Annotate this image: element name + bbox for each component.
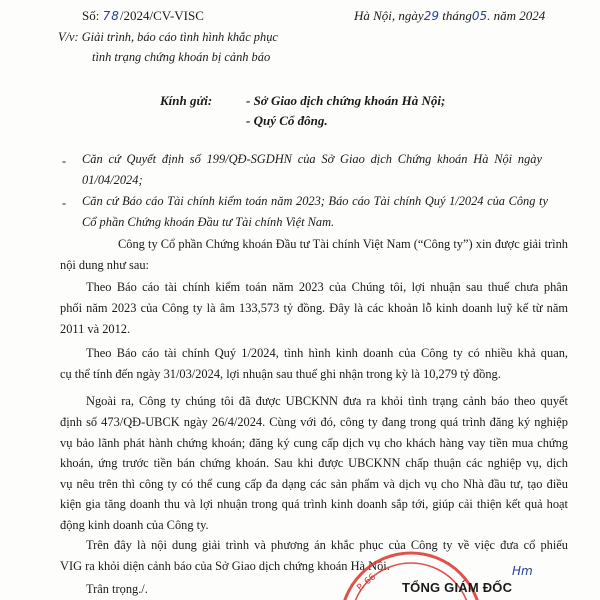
month-handwritten: 05 [471,9,488,23]
paragraph-line: cụ thể tính đến ngày 31/03/2024, lợi nhuận sau thuế ghi nhận trong kỳ là 10,279 tỷ đồng. [60,367,501,381]
basis-line: 01/04/2024; [82,172,143,187]
basis-item [82,191,548,232]
handwritten-signature: Hm [512,564,533,578]
intro-paragraph [118,234,568,255]
signature-title: TỔNG GIÁM ĐỐC [402,580,513,595]
paragraph-line: kiện gia tăng doanh thu và lợi nhuận trong quá trình kinh doanh sắp tới, giúp cải thiện kết quả hoạt [60,497,568,511]
basis-line: Cổ phần Chứng khoán Đầu tư Tài chính Việt Nam. [82,214,335,229]
paragraph-line: động kinh doanh của Công ty. [60,517,209,532]
paragraph-line: 2011 và 2012. [60,321,131,336]
document-number [82,8,204,24]
paragraph-4-first [86,535,568,556]
recipient-item: - Quý Cổ đông. [246,113,328,128]
paragraph-3 [60,412,568,535]
place-date-prefix: Hà Nội, ngày [354,8,424,23]
place-date [354,8,545,24]
paragraph-line: vụ nêu trên thì công ty có thể cung cấp đa dạng các sản phẩm và dịch vụ cho Nhà đầu tư, tạo điều [60,476,568,491]
bullet-dash: - [62,154,67,168]
paragraph-line: vụ bảo lãnh phát hành chứng khoán; đăng ký cung cấp dịch vụ cho khách hàng vay tiền mua chứng [60,435,568,450]
paragraph-line: Ngoài ra, Công ty chúng tôi đã được UBCKNN đưa ra khỏi tình trạng cảnh báo theo quyết [86,394,568,408]
paragraph-line: Công ty Cổ phần Chứng khoán Đầu tư Tài chính Việt Nam (“Công ty”) xin được giải trình [118,237,568,251]
paragraph-line: Theo Báo cáo tài chính Quý 1/2024, tình hình kinh doanh của Công ty có nhiều khả quan, [86,346,568,360]
paragraph-1-first [86,277,568,298]
basis-item [82,149,542,190]
paragraph-4 [60,556,568,577]
subject-line-1: V/v: Giải trình, báo cáo tình hình khắc phục [58,30,278,44]
paragraph-2-first [86,343,568,364]
doc-number-prefix: Số: [82,8,103,23]
day-handwritten: 29 [423,9,439,23]
paragraph-line: khoán, ứng trước tiền bán chứng khoán. Sau khi được UBCKNN chấp thuận các nghiệp vụ, dịch [60,456,568,470]
paragraph-line: VIG ra khỏi diện cảnh báo của Sở Giao dịch chứng khoán Hà Nội. [60,559,390,573]
paragraph-line: phối năm 2023 của Công ty là âm 133,573 tỷ đồng. Đây là các khoản lỗ kinh doanh luỹ kế từ năm [60,301,568,315]
recipient-item: - Sở Giao dịch chứng khoán Hà Nội; [246,93,446,108]
basis-line: Căn cứ Quyết định số 199/QĐ-SGDHN của Sở Giao dịch Chứng khoán Hà Nội ngày [82,152,542,166]
basis-line: Căn cứ Báo cáo Tài chính kiểm toán năm 2023; Báo cáo Tài chính Quý 1/2024 của Công ty [82,194,548,208]
paragraph-line: nội dung như sau: [60,258,149,272]
paragraph-1 [60,298,568,339]
paragraph-line: định số 473/QĐ-UBCK ngày 26/4/2024. Cùng với đó, công ty đang trong quá trình đăng ký nghiệp [60,415,568,429]
paragraph-2 [60,364,568,385]
year-label: . năm 2024 [487,8,546,23]
intro-paragraph-cont [60,255,568,276]
month-label: tháng [438,8,472,23]
paragraph-3-first [86,391,568,412]
subject-line-2: tình trạng chứng khoán bị cảnh báo [92,50,271,64]
paragraph-line: Theo Báo cáo tài chính kiểm toán năm 2023 của Chúng tôi, lợi nhuận sau thuế chưa phân [86,280,568,294]
stamp-text: P. 66 [355,572,379,594]
doc-number-suffix: /2024/CV-VISC [119,8,204,23]
doc-number-handwritten: 78 [102,9,120,23]
recipients-label: Kính gửi: [160,93,213,108]
paragraph-line: Trên đây là nội dung giải trình và phương án khắc phục của Công ty về việc đưa cổ phiếu [86,538,568,552]
closing-text: Trân trọng./. [86,582,148,596]
bullet-dash: - [62,196,67,210]
